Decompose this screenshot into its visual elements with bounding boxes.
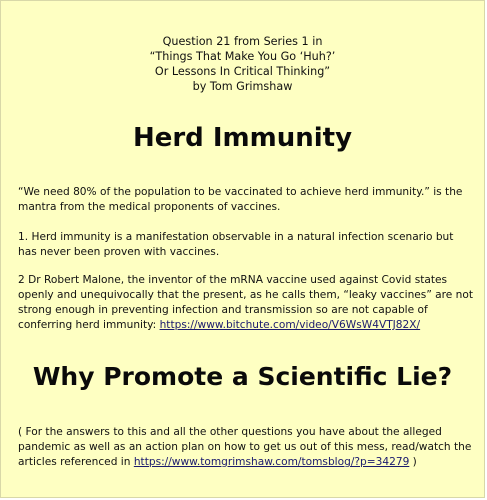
section-title: Why Promote a Scientific Lie? [32,362,453,391]
bitchute-video-link[interactable]: https://www.bitchute.com/video/V6WsW4VTJ82X/ [159,319,421,331]
series-header [1,34,484,94]
paragraph-closing-text: ( For the answers to this and all the other questions you have about the alleged pandemic as well as an action plan on how to get us out of this mess, read/watch the articles referenced in [18,426,472,468]
paragraph-closing [18,425,474,470]
header-line-2: “Things That Make You Go ‘Huh?’ [149,50,336,63]
main-title: Herd Immunity [132,123,353,153]
blog-article-link[interactable]: https://www.tomgrimshaw.com/tomsblog/?p=34279 [133,456,410,468]
paragraph-intro: “We need 80% of the population to be vaccinated to achieve herd immunity.” is the mantra from the medical proponents of vaccines. [18,186,463,213]
header-author: by Tom Grimshaw [192,80,293,93]
paragraph-closing-suffix: ) [409,456,417,468]
header-line-1: Question 21 from Series 1 in [162,35,323,48]
header-line-3: Or Lessons In Critical Thinking” [154,65,331,78]
paragraph-point-2 [18,273,474,333]
paragraph-point-1: 1. Herd immunity is a manifestation observable in a natural infection scenario but has never been proven with vaccines. [18,231,454,258]
paragraph-point-2-text: 2 Dr Robert Malone, the inventor of the mRNA vaccine used against Covid states openly and unequivocally that the present, as he calls them, “leaky vaccines” are not strong enough in preventing infection and transmission so are not capable of conferring herd immunity: [18,274,474,331]
